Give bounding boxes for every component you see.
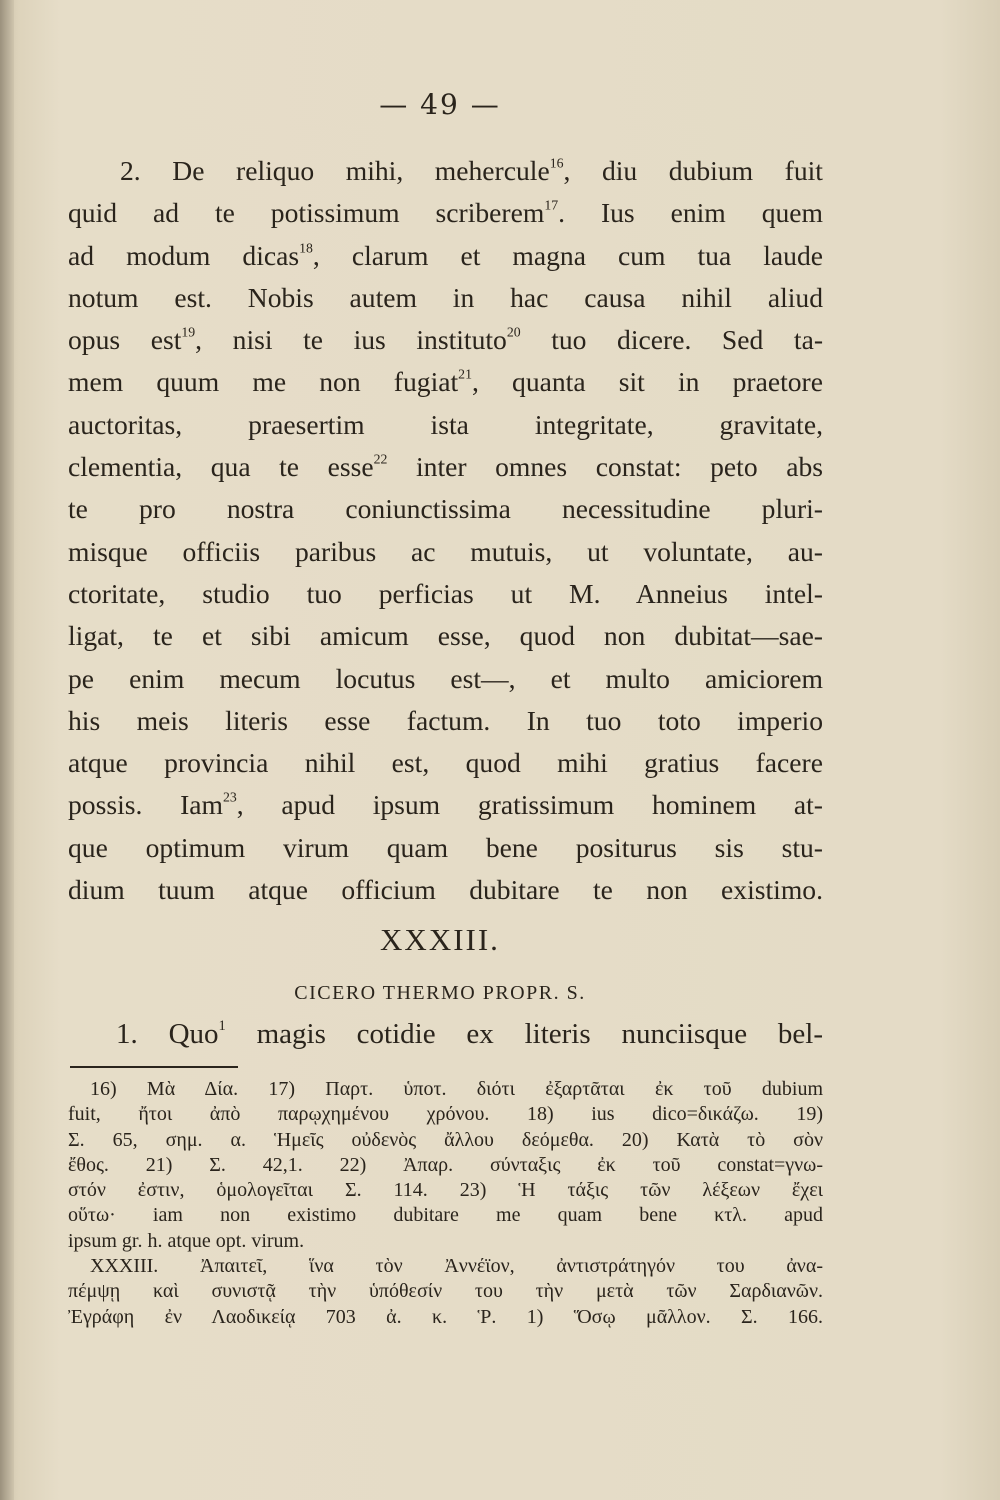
text-line: notum est. Nobis autem in hac causa nihil aliud (68, 281, 823, 313)
footnote-line: ipsum gr. h. atque opt. virum. (68, 1229, 305, 1252)
text-line: ctoritate, studio tuo perficias ut M. Anneius intel- (68, 577, 823, 609)
page-spine-shadow (0, 0, 14, 1500)
letter-heading: XXXIII. (380, 922, 500, 957)
text-line: ad modum dicas$^{18}$, clarum et magna cum tua laude (68, 239, 823, 271)
footnote-rule (70, 1066, 238, 1068)
text-line: mem quum me non fugiat$^{21}$, quanta sit in praetore (68, 366, 823, 398)
text-line: 2. De reliquo mihi, mehercule$^{16}$, diu dubium fuit (120, 155, 823, 186)
letter-first-line: 1. Quo$^1$ magis cotidie ex literis nunciisque bel- (116, 1017, 823, 1050)
footnote-line: πέμψῃ καὶ συνιστᾷ τὴν ὑπόθεσίν του τὴν μετὰ τῶν Σαρδιανῶν. (68, 1280, 823, 1303)
text-line: dium tuum atque officium dubitare te non existimo. (68, 874, 823, 906)
footnote-line: fuit, ἤτοι ἀπὸ παρῳχημένου χρόνου. 18) ius dico=δικάζω. 19) (68, 1103, 823, 1126)
text-line: ligat, te et sibi amicum esse, quod non dubitat—sae- (68, 620, 823, 652)
text-line: pe enim mecum locutus est—, et multo amiciorem (68, 662, 823, 694)
letter-subheading: CICERO THERMO PROPR. S. (294, 982, 586, 1004)
footnote-line: XXXIII. Ἀπαιτεῖ, ἵνα τὸν Ἀννέϊον, ἀντιστράτηγόν του ἀνα- (90, 1255, 823, 1278)
main-text (68, 150, 823, 911)
text-line: te pro nostra coniunctissima necessitudine pluri- (68, 493, 823, 525)
footnote-line: στόν ἐστιν, ὁμολογεῖται Σ. 114. 23) Ἡ τάξις τῶν λέξεων ἔχει (68, 1179, 823, 1202)
text-line: auctoritas, praesertim ista integritate, gravitate, (68, 408, 823, 440)
text-line: atque provincia nihil est, quod mihi gratius facere (68, 747, 823, 779)
text-line: possis. Iam$^{23}$, apud ipsum gratissimum hominem at- (68, 789, 823, 821)
text-line: clementia, qua te esse$^{22}$ inter omnes constat: peto abs (68, 451, 824, 483)
text-line: misque officiis paribus ac mutuis, ut voluntate, au- (68, 535, 823, 567)
text-line: quid ad te potissimum scriberem$^{17}$. Ius enim quem (68, 197, 823, 229)
footnote-line: ἔθος. 21) Σ. 42,1. 22) Ἀπαρ. σύνταξις ἐκ τοῦ constat=γνω- (68, 1153, 823, 1176)
footnote-line: Ἐγράφη ἐν Λαοδικείᾳ 703 ἀ. κ. Ῥ. 1) Ὅσῳ μᾶλλον. Σ. 166. (68, 1305, 823, 1328)
page-number: — 49 — (379, 88, 501, 121)
footnote-line: Σ. 65, σημ. α. Ἡμεῖς οὐδενὸς ἄλλου δεόμεθα. 20) Κατὰ τὸ σὸν (68, 1128, 823, 1151)
footnotes (68, 1077, 823, 1330)
text-line: opus est$^{19}$, nisi te ius instituto$^{20}$ tuo dicere. Sed ta- (68, 324, 824, 356)
text-line: que optimum virum quam bene positurus sis stu- (68, 831, 823, 863)
footnote-line: οὕτω· iam non existimo dubitare me quam bene κτλ. apud (68, 1204, 823, 1227)
text-line: his meis literis esse factum. In tuo toto imperio (68, 704, 823, 736)
footnote-line: 16) Μὰ Δία. 17) Παρτ. ὑποτ. διότι ἐξαρτᾶται ἐκ τοῦ dubium (90, 1078, 823, 1100)
